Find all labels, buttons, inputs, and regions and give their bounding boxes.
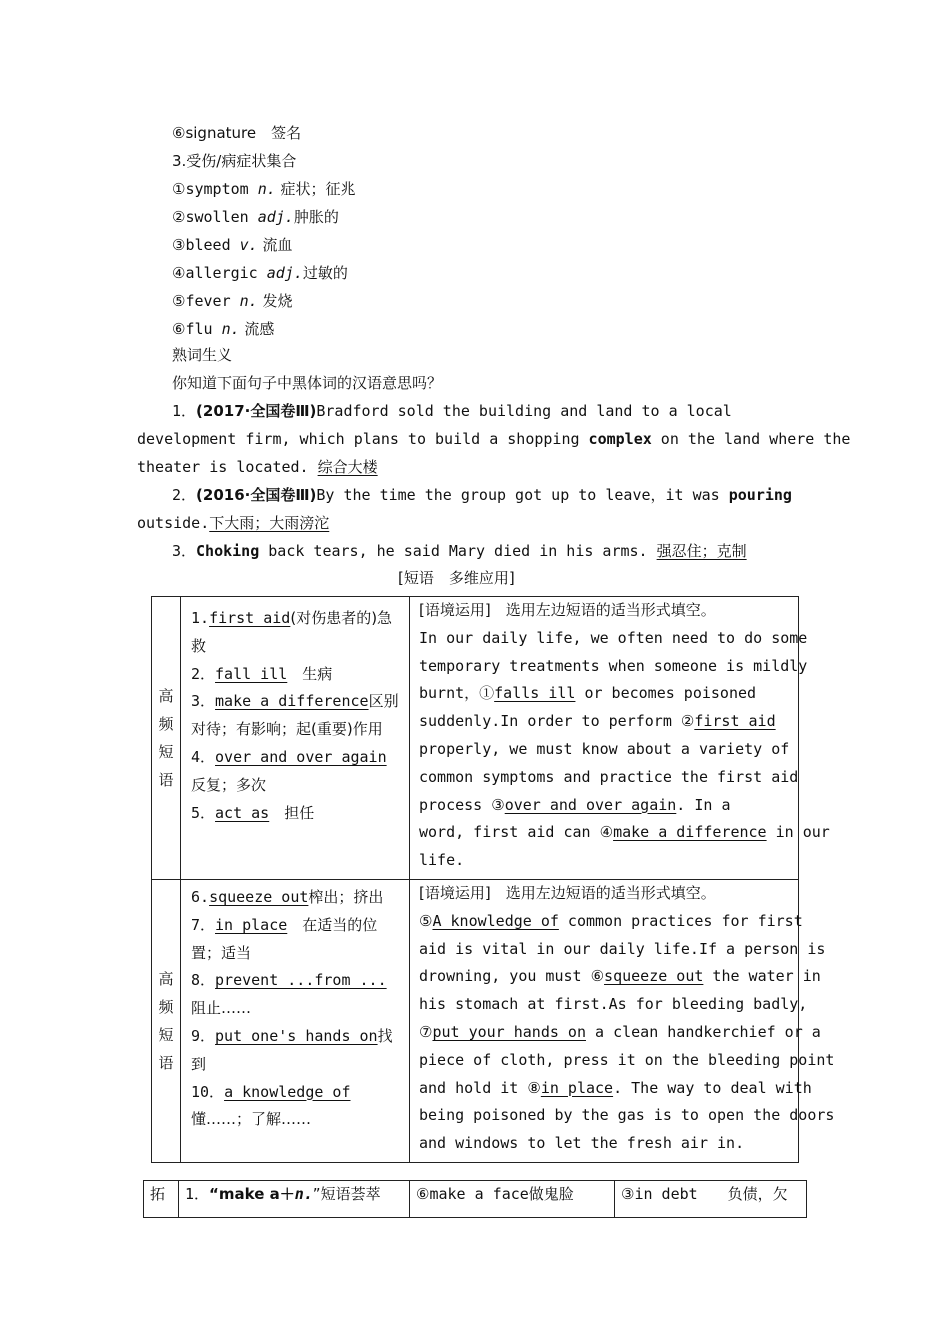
sentence-text: development firm, which plans to build a shopping — [137, 430, 589, 448]
phrase-number: 5． — [191, 803, 216, 822]
part-of-speech: v. — [239, 236, 258, 254]
passage-text: aid is vital in our daily life.If a person is — [419, 939, 826, 958]
table-row — [152, 597, 799, 880]
bold-word: pouring — [728, 486, 792, 504]
passage-text: the water in — [703, 967, 821, 986]
phrase-number: 10． — [191, 1082, 225, 1101]
phrase-meaning: 反复；多次 — [191, 775, 267, 794]
ext-italic: n. — [294, 1185, 313, 1203]
phrase: first aid — [209, 609, 291, 627]
answer-blank: put your hands on — [432, 1022, 586, 1041]
answer-blank: A knowledge of — [432, 911, 559, 930]
ext-number: 1． — [185, 1185, 210, 1203]
phrase-item — [191, 967, 401, 1023]
sentence-source: (2017·全国卷Ⅲ) — [196, 402, 317, 420]
symptom-word: ⑥flu — [172, 320, 222, 338]
passage-line — [419, 1047, 835, 1075]
symptom-item — [172, 235, 292, 255]
passage-line — [419, 991, 808, 1019]
passage-line — [419, 708, 790, 736]
phrase: put one's hands on — [215, 1026, 378, 1045]
phrase: squeeze out — [209, 887, 309, 906]
sentence-number: 2． — [172, 486, 197, 504]
passage — [419, 625, 830, 875]
answer-blank: falls ill — [494, 684, 576, 703]
ext-item: ⑥make a face做鬼脸 — [410, 1181, 615, 1218]
part-of-speech: n. — [257, 180, 276, 198]
passage-line — [419, 680, 790, 708]
phrase-list — [181, 879, 410, 1162]
symptom-meaning: 过敏的 — [302, 264, 348, 282]
passage-text: . In a — [676, 795, 731, 814]
phrase-list — [181, 597, 410, 880]
side-label — [152, 879, 181, 1162]
sentence-2 — [172, 485, 792, 505]
side-char: 语 — [158, 1053, 174, 1072]
phrase-number: 7． — [191, 915, 216, 934]
passage-text: properly, we must know about a variety of — [419, 739, 790, 758]
phrase-number: 6. — [191, 887, 210, 906]
phrase-meaning: 阻止…… — [191, 999, 252, 1018]
context-exercise — [410, 597, 830, 880]
ext-bold: “make a＋ — [209, 1185, 295, 1203]
phrase-number: 1. — [191, 609, 210, 627]
passage-text: and hold it ⑧ — [419, 1078, 541, 1097]
passage-text: process ③ — [419, 795, 505, 814]
phrase-item — [191, 688, 401, 744]
phrase-meaning: 懂……；了解…… — [191, 1082, 366, 1129]
passage-text: temporary treatments when someone is mildly — [419, 656, 808, 675]
phrase: a knowledge of — [224, 1082, 351, 1101]
ext-label: 拓 — [144, 1181, 179, 1218]
passage-text: life. — [419, 851, 465, 870]
bold-word: Choking — [196, 542, 260, 560]
passage-text: common practices for first — [558, 911, 803, 930]
symptom-item — [172, 319, 274, 339]
phrase-meaning: 区别对待；有影响；起(重要)作用 — [191, 692, 399, 739]
passage-text: a clean handkerchief or a — [585, 1022, 821, 1041]
phrase-number: 9． — [191, 1026, 216, 1045]
passage-line — [419, 1019, 821, 1047]
answer: 下大雨；大雨滂沱 — [209, 514, 330, 532]
side-char: 短 — [158, 742, 174, 761]
symptom-meaning: 流感 — [239, 320, 275, 338]
instruction: [语境运用] 选用左边短语的适当形式填空。 — [419, 601, 716, 619]
phrase: over and over again — [215, 747, 387, 766]
sentence-text: theater is located. — [137, 458, 318, 476]
phrase: act as — [215, 803, 270, 822]
phrase-item — [191, 884, 401, 912]
passage-line — [419, 792, 790, 820]
phrase-number: 3． — [191, 692, 216, 711]
sentence-number: 1． — [172, 402, 197, 420]
phrase-section-heading: [短语 多维应用] — [398, 569, 515, 587]
phrase-table — [151, 596, 835, 1163]
passage-text: In our daily life, we often need to do some — [419, 628, 808, 647]
sentence-text: back tears, he said Mary died in his arms. — [259, 542, 657, 560]
phrase-number: 8． — [191, 971, 216, 990]
symptom-word: ⑤fever — [172, 292, 240, 310]
phrase-item — [191, 744, 401, 800]
passage-line — [419, 936, 826, 964]
passage-text: suddenly.In order to perform ② — [419, 712, 695, 731]
symptom-item — [172, 207, 339, 227]
side-char: 短 — [158, 1025, 174, 1044]
passage-text: . The way to deal with — [613, 1078, 812, 1097]
sentence-1-line-2 — [137, 429, 850, 449]
passage-line — [419, 819, 830, 847]
sentence-3 — [172, 541, 747, 561]
ext-item: ③in debt 负债，欠 — [615, 1181, 807, 1218]
sentence-1-line-3 — [137, 457, 378, 477]
phrase-meaning: (对伤患者的)急救 — [191, 609, 393, 655]
sentence-2-line-2 — [137, 513, 329, 533]
sentence-text: outside. — [137, 514, 210, 532]
symptom-word: ①symptom — [172, 180, 258, 198]
side-char: 频 — [158, 714, 174, 733]
phrase: in place — [215, 915, 288, 934]
passage-text: word, first aid can ④ — [419, 823, 614, 842]
sentence-1 — [172, 401, 732, 421]
passage-text: burnt，① — [419, 684, 495, 703]
passage-text: piece of cloth, press it on the bleeding point — [419, 1050, 835, 1069]
ext-heading — [179, 1181, 410, 1218]
passage-text: common symptoms and practice the first aid — [419, 767, 799, 786]
phrase-meaning: 担任 — [269, 803, 315, 822]
part-of-speech: adj. — [257, 208, 294, 226]
passage-line — [419, 1130, 790, 1158]
symptom-item — [172, 263, 348, 283]
phrase-meaning: 在适当的位置；适当 — [191, 915, 378, 962]
part-of-speech: adj. — [266, 264, 303, 282]
list-item: ⑥signature 签名 — [172, 124, 302, 142]
bold-word: complex — [588, 430, 652, 448]
passage-line — [419, 1075, 812, 1103]
sentence-text: Bradford sold the building and land to a local — [316, 402, 732, 420]
sentence-number: 3． — [172, 542, 197, 560]
answer-blank: make a difference — [613, 823, 767, 842]
passage-line — [419, 653, 808, 681]
part-of-speech: n. — [221, 320, 240, 338]
symptom-meaning: 症状；征兆 — [275, 180, 356, 198]
table-row — [144, 1181, 807, 1218]
passage-line — [419, 847, 790, 875]
passage-line — [419, 1102, 835, 1130]
phrase: make a difference — [215, 692, 369, 711]
phrase-meaning: 找到 — [191, 1026, 393, 1073]
answer-blank: in place — [540, 1078, 614, 1097]
symptom-word: ②swollen — [172, 208, 258, 226]
side-char: 高 — [158, 686, 174, 705]
passage-text: in our — [766, 823, 830, 842]
phrase-item — [191, 1023, 401, 1079]
side-char: 频 — [158, 997, 174, 1016]
passage-line — [419, 908, 803, 936]
instruction: [语境运用] 选用左边短语的适当形式填空。 — [419, 883, 716, 902]
symptom-meaning: 肿胀的 — [293, 208, 339, 226]
symptom-word: ③bleed — [172, 236, 240, 254]
symptom-item — [172, 179, 356, 199]
passage-text: and windows to let the fresh air in. — [419, 1134, 745, 1153]
phrase-meaning: 榨出；挤出 — [308, 887, 384, 906]
answer-blank: over and over again — [504, 795, 677, 814]
table-row — [152, 879, 799, 1162]
phrase-number: 2． — [191, 664, 216, 683]
answer: 综合大楼 — [317, 458, 378, 476]
answer-blank: squeeze out — [604, 967, 704, 986]
context-exercise — [410, 879, 835, 1162]
answer: 强忍住；克制 — [656, 542, 747, 560]
section-heading: 3.受伤/病症状集合 — [172, 152, 297, 170]
sentence-source: (2016·全国卷Ⅲ) — [196, 486, 317, 504]
side-char: 语 — [158, 770, 174, 789]
passage-text: ⑦ — [419, 1022, 433, 1041]
passage-text: his stomach at first.As for bleeding badly, — [419, 995, 808, 1014]
passage — [419, 908, 835, 1158]
extension-table — [143, 1180, 807, 1218]
passage-text: drowning, you must ⑥ — [419, 967, 605, 986]
passage-line — [419, 736, 790, 764]
symptom-meaning: 发烧 — [257, 292, 293, 310]
passage-line — [419, 963, 821, 991]
phrase-meaning: 生病 — [287, 664, 333, 683]
side-label — [152, 597, 181, 880]
phrase-number: 4． — [191, 747, 216, 766]
passage-line — [419, 764, 799, 792]
passage-text: being poisoned by the gas is to open the doors — [419, 1106, 835, 1125]
symptom-meaning: 流血 — [257, 236, 293, 254]
phrase-item — [191, 605, 401, 661]
section-heading: 熟词生义 — [172, 346, 233, 364]
passage-text: or becomes poisoned — [575, 684, 757, 703]
symptom-word: ④allergic — [172, 264, 267, 282]
phrase-item — [191, 661, 401, 689]
sentence-text: on the land where the — [651, 430, 851, 448]
phrase-item — [191, 1079, 401, 1135]
ext-rest: ”短语荟萃 — [312, 1185, 381, 1203]
side-char: 高 — [158, 969, 174, 988]
sentence-text: By the time the group got up to leave，it was — [316, 486, 729, 504]
phrase: fall ill — [215, 664, 288, 683]
phrase: prevent ...from ... — [215, 971, 387, 990]
phrase-item — [191, 800, 401, 828]
phrase-item — [191, 912, 401, 968]
answer-blank: first aid — [694, 712, 776, 731]
passage-line — [419, 625, 808, 653]
symptom-item — [172, 291, 292, 311]
section-question: 你知道下面句子中黑体词的汉语意思吗？ — [172, 374, 443, 392]
part-of-speech: n. — [239, 292, 258, 310]
passage-text: ⑤ — [419, 911, 433, 930]
